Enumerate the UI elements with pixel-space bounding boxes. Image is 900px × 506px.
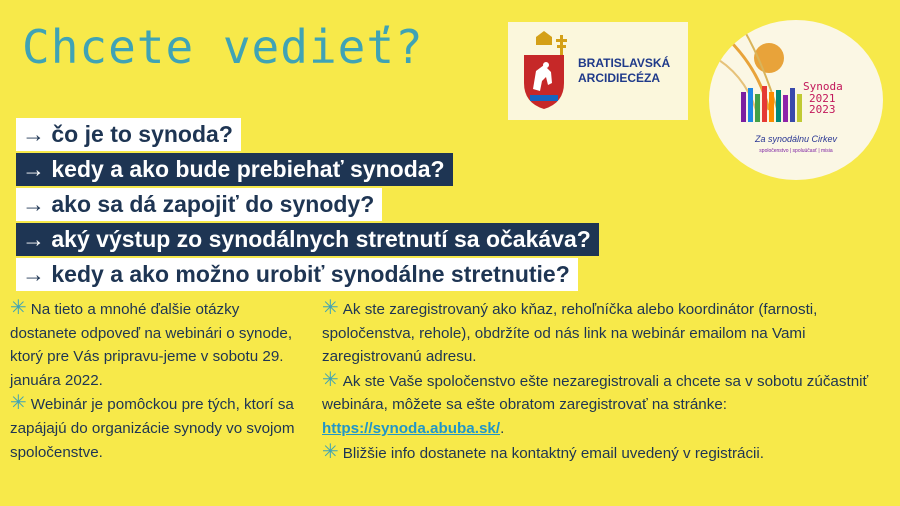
asterisk-icon: ✳ [322, 297, 339, 319]
synod-title: Synoda [803, 80, 843, 93]
registration-link[interactable]: https://synoda.abuba.sk/ [322, 419, 501, 437]
synod-year-end: 2023 [809, 103, 836, 116]
right-column [322, 297, 892, 465]
logo-line-2: ARCIDIECÉZA [578, 71, 661, 85]
synod-years [809, 93, 836, 115]
question-3: → ako sa dá zapojiť do synody? [16, 188, 382, 221]
left-column [10, 297, 310, 464]
question-5: → kedy a ako možno urobiť synodálne stretnutie? [16, 258, 578, 291]
asterisk-icon: ✳ [322, 440, 339, 463]
right-paragraph-2-end: . [500, 419, 505, 437]
synod-year-start: 2021 [809, 92, 836, 105]
logo-line-1: BRATISLAVSKÁ [578, 56, 671, 70]
left-paragraph-1 [10, 297, 310, 392]
asterisk-icon: ✳ [322, 368, 339, 391]
right-paragraph-1 [322, 297, 892, 369]
synod-badge [709, 20, 883, 180]
left-paragraph-2-text: Webinár je pomôckou pre tých, ktorí sa zapájajú do organizácie synody vo svojom spoločenstve. [10, 396, 295, 461]
question-2: → kedy a ako bude prebiehať synoda? [16, 153, 453, 186]
right-paragraph-3 [322, 441, 892, 466]
right-paragraph-1-text: Ak ste zaregistrovaný ako kňaz, rehoľníčka alebo koordinátor (farnosti, spoločenstva, rehole), obdržíte od nás link na webinár emailom na Vami zaregistrovanú adresu. [322, 301, 818, 366]
right-paragraph-3-text: Bližšie info dostanete na kontaktný email uvedený v registrácii. [342, 444, 765, 462]
left-paragraph-2 [10, 392, 310, 464]
right-paragraph-2-text: Ak ste Vaše spoločenstvo ešte nezaregistrovali a chcete sa v sobotu zúčastniť webinára, môžete sa ešte obratom zaregistrovať na stránke: [322, 372, 869, 414]
asterisk-icon: ✳ [10, 392, 27, 415]
synod-subtitle: spoločenstvo | spoluúčasť | misia [759, 148, 833, 154]
question-list [16, 118, 599, 293]
synod-emblem-icon [709, 20, 883, 180]
synod-slogan: Za synodálnu Cirkev [754, 134, 838, 144]
asterisk-icon: ✳ [10, 297, 27, 319]
right-paragraph-2 [322, 369, 892, 441]
headline: Chcete vedieť? [22, 20, 424, 74]
coat-of-arms-icon [518, 31, 570, 111]
archdiocese-logo [508, 22, 688, 120]
question-4: → aký výstup zo synodálnych stretnutí sa očakáva? [16, 223, 599, 256]
left-paragraph-1-text: Na tieto a mnohé ďalšie otázky dostanete odpoveď na webinári o synode, ktorý pre Vás pripravu-jeme v sobotu 29. januára 2022. [10, 301, 293, 389]
question-1: → čo je to synoda? [16, 118, 241, 151]
